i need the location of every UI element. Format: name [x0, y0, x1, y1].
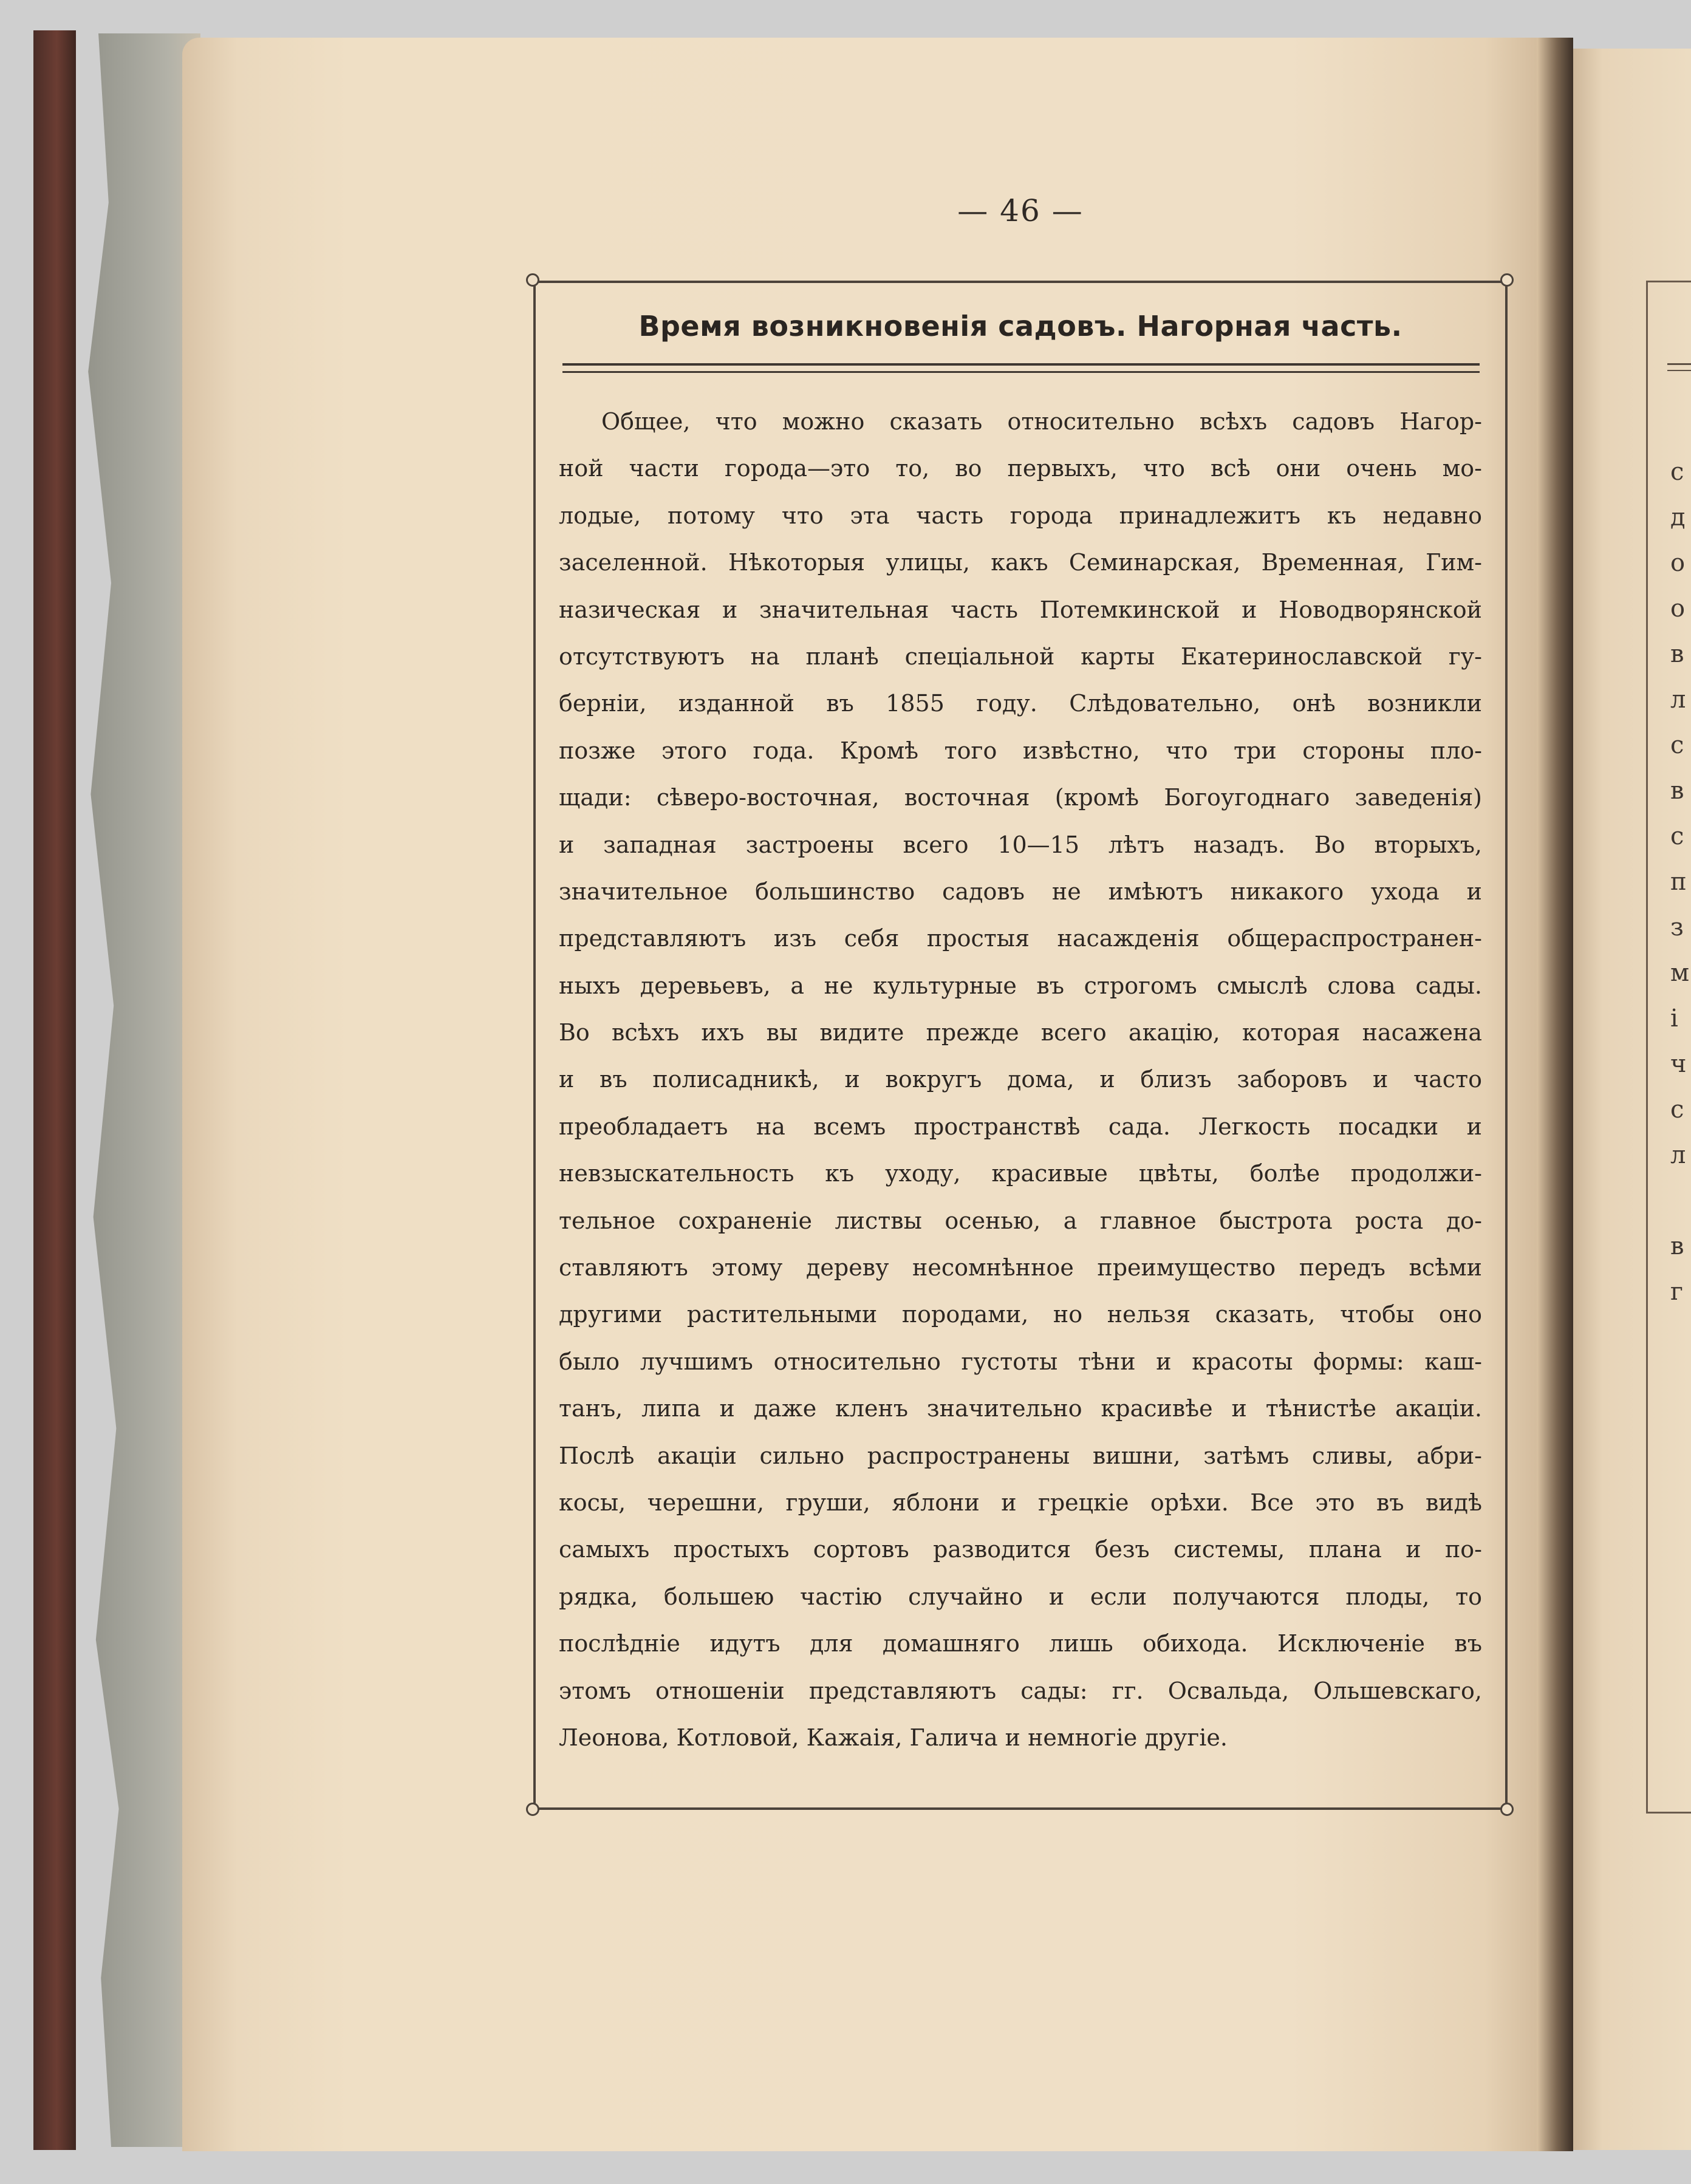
text-line: значительное большинство садовъ не имѣютъ никакого ухода и [559, 878, 1482, 905]
text-line: рядка, большею частію случайно и если получаются плоды, то [559, 1583, 1482, 1610]
frame-corner-ornament [526, 273, 539, 287]
frame-corner-ornament [1500, 1803, 1514, 1816]
text-line: невзыскательность къ уходу, красивые цвѣты, болѣе продолжи- [559, 1160, 1482, 1187]
facing-page-letter: г [1670, 1278, 1683, 1306]
facing-page-letter: л [1670, 686, 1686, 714]
title-double-rule [562, 363, 1480, 373]
text-line: другими растительными породами, но нельзя сказать, чтобы оно [559, 1301, 1482, 1328]
frame-corner-ornament [526, 1803, 539, 1816]
text-line: берніи, изданной въ 1855 году. Слѣдовательно, онѣ возникли [559, 690, 1482, 717]
text-line: Во всѣхъ ихъ вы видите прежде всего акацію, которая насажена [559, 1019, 1482, 1046]
text-line: этомъ отношеніи представляютъ сады: гг. Освальда, Ольшевскаго, [559, 1677, 1482, 1704]
facing-page-letter: с [1670, 731, 1684, 759]
text-line: Леонова, Котловой, Кажаія, Галича и немногіе другіе. [559, 1724, 1228, 1751]
text-line: косы, черешни, груши, яблони и грецкіе орѣхи. Все это въ видѣ [559, 1489, 1482, 1516]
text-line: ныхъ деревьевъ, а не культурные въ строгомъ смыслѣ слова сады. [559, 972, 1482, 999]
text-line: Послѣ акаціи сильно распространены вишни, затѣмъ сливы, абри- [559, 1442, 1482, 1469]
text-line: танъ, липа и даже кленъ значительно красивѣе и тѣнистѣе акаціи. [559, 1395, 1482, 1422]
book-cover-edge [33, 30, 76, 2150]
text-line: послѣдніе идутъ для домашняго лишь обихода. Исключеніе въ [559, 1630, 1482, 1657]
facing-page-letter: і [1670, 1005, 1678, 1032]
text-line: Общее, что можно сказать относительно всѣхъ садовъ Нагор- [601, 408, 1482, 435]
facing-page-letter: в [1670, 777, 1684, 805]
text-line: представляютъ изъ себя простыя насажденія общераспространен- [559, 925, 1482, 952]
text-line: лодые, потому что эта часть города принадлежитъ къ недавно [559, 502, 1482, 529]
body-paragraph [559, 398, 1482, 1761]
text-line: отсутствуютъ на планѣ спеціальной карты Екатеринославской гу- [559, 643, 1482, 670]
facing-page-text [1670, 449, 1691, 1315]
facing-page-letter: л [1670, 1141, 1686, 1169]
page-number: — 46 — [957, 193, 1084, 228]
text-line: ставляютъ этому дереву несомнѣнное преимущество передъ всѣми [559, 1254, 1482, 1281]
facing-page-letter: в [1670, 1232, 1684, 1260]
facing-page-letter: о [1670, 595, 1686, 623]
text-line: и западная застроены всего 10—15 лѣтъ назадъ. Во вторыхъ, [559, 831, 1482, 858]
text-line: и въ полисадникѣ, и вокругъ дома, и близъ заборовъ и часто [559, 1066, 1482, 1093]
facing-page-letter: в [1670, 640, 1684, 668]
facing-page-letter: с [1670, 458, 1684, 486]
book-gutter [1537, 38, 1573, 2151]
facing-page-letter: ч [1670, 1050, 1687, 1078]
text-line: тельное сохраненіе листвы осенью, а главное быстрота роста до- [559, 1207, 1482, 1234]
facing-page-letter: с [1670, 1096, 1684, 1124]
text-line: было лучшимъ относительно густоты тѣни и красоты формы: каш- [559, 1348, 1482, 1375]
section-title: Время возникновенія садовъ. Нагорная часть. [638, 310, 1402, 343]
text-line: назическая и значительная часть Потемкинской и Новодворянской [559, 596, 1482, 623]
facing-page-rule [1667, 363, 1691, 371]
frame-corner-ornament [1500, 273, 1514, 287]
text-line: позже этого года. Кромѣ того извѣстно, что три стороны пло- [559, 737, 1482, 764]
text-line: преобладаетъ на всемъ пространствѣ сада. Легкость посадки и [559, 1113, 1482, 1140]
text-line: ной части города—это то, во первыхъ, что всѣ они очень мо- [559, 455, 1482, 482]
facing-page-letter: д [1670, 503, 1686, 531]
facing-page-letter: п [1670, 868, 1687, 896]
facing-page-letter: с [1670, 822, 1684, 850]
text-line: самыхъ простыхъ сортовъ разводится безъ системы, плана и по- [559, 1536, 1482, 1563]
text-line: щади: сѣверо-восточная, восточная (кромѣ Богоугоднаго заведенія) [559, 784, 1482, 811]
facing-page-letter: з [1670, 913, 1684, 941]
facing-page-letter: м [1670, 959, 1690, 987]
facing-page-letter: о [1670, 549, 1686, 577]
facing-page-letter [1670, 1178, 1691, 1224]
text-line: заселенной. Нѣкоторыя улицы, какъ Семинарская, Временная, Гим- [559, 549, 1482, 576]
